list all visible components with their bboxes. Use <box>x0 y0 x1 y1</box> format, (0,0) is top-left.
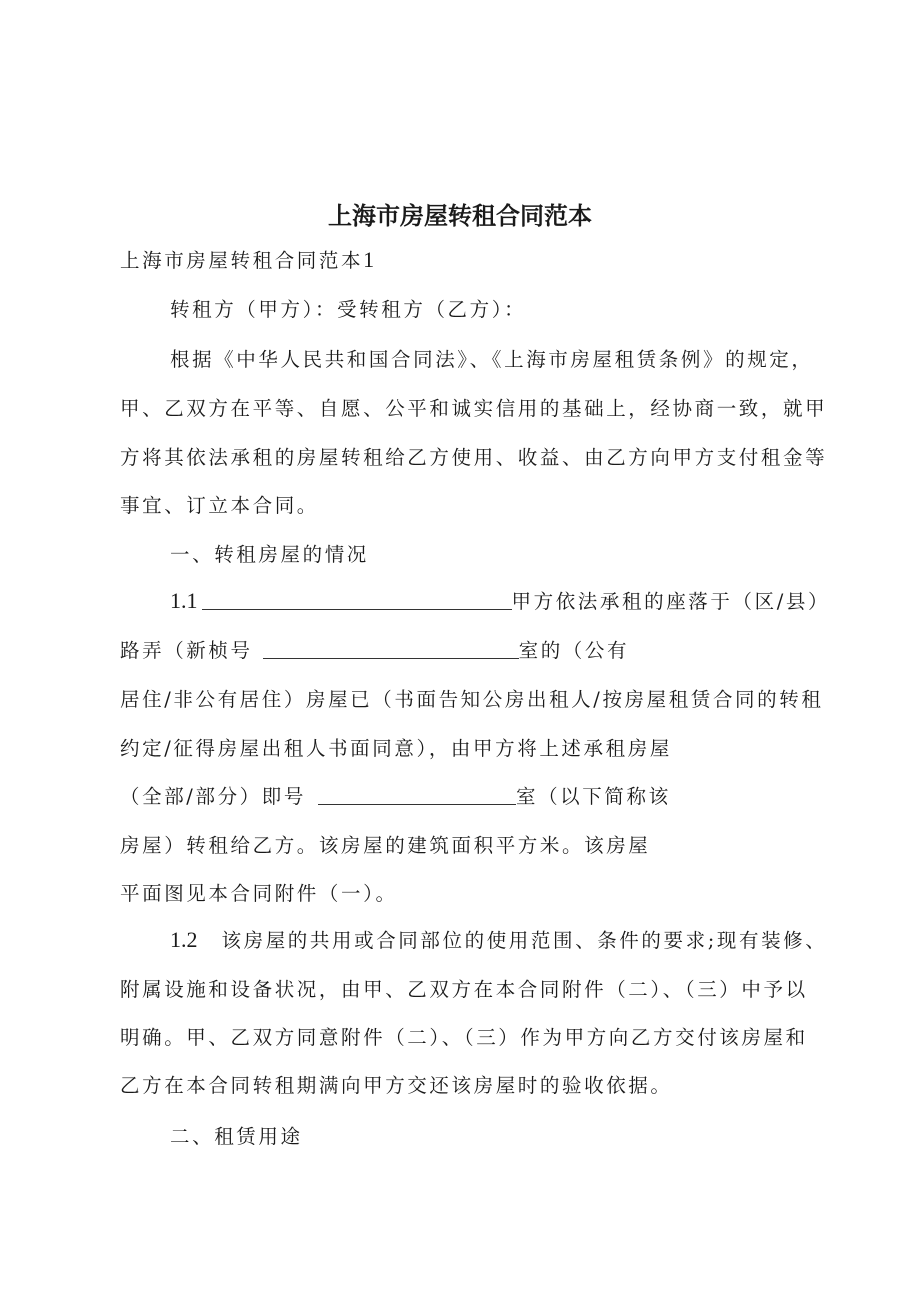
clause-1-2-number: 1.2 <box>170 927 198 952</box>
clause-1-2-line-3: 明确。甲、乙双方同意附件（二）、（三）作为甲方向乙方交付该房屋和 <box>120 1026 808 1049</box>
clause-1-1-number: 1.1 <box>170 588 198 613</box>
blank-field-1 <box>202 589 512 610</box>
intro-line-1: 根据《中华人民共和国合同法》、《上海市房屋租赁条例》的规定， <box>170 348 814 371</box>
clause-1-1-text-1: 甲方依法承租的座落于（区/县） <box>511 590 831 613</box>
clause-1-1-text-5a: （全部/部分）即号 <box>120 785 306 808</box>
clause-1-2-text-1: 该房屋的共用或合同部位的使用范围、条件的要求;现有装修、 <box>221 929 828 952</box>
clause-1-1-line-1 <box>170 587 830 616</box>
intro-line-2: 甲、乙双方在平等、自愿、公平和诚实信用的基础上，经协商一致，就甲 <box>120 397 828 420</box>
clause-1-1-line-6: 房屋）转租给乙方。该房屋的建筑面积平方米。该房屋 <box>120 834 651 857</box>
blank-field-2 <box>263 638 519 659</box>
clause-1-1-line-3: 居住/非公有居住）房屋已（书面告知公房出租人/按房屋租赁合同的转租 <box>120 688 824 711</box>
clause-1-1-line-2 <box>120 637 629 665</box>
clause-1-1-text-2a: 路弄（新桢号 <box>120 639 253 662</box>
section-1-heading: 一、转租房屋的情况 <box>170 543 369 566</box>
document-title: 上海市房屋转租合同范本 <box>328 202 592 230</box>
clause-1-1-line-7: 平面图见本合同附件（一）。 <box>120 882 398 905</box>
clause-1-2-line-4: 乙方在本合同转租期满向甲方交还该房屋时的验收依据。 <box>120 1074 673 1097</box>
clause-1-2-line-2: 附属设施和设备状况，由甲、乙双方在本合同附件（二）、（三）中予以 <box>120 978 808 1001</box>
intro-line-3: 方将其依法承租的房屋转租给乙方使用、收益、由乙方向甲方支付租金等 <box>120 446 828 469</box>
subtitle-text: 上海市房屋转租合同范本 <box>120 249 364 272</box>
clause-1-1-line-5 <box>120 783 671 811</box>
subtitle-number: 1 <box>363 247 375 272</box>
clause-1-1-line-4: 约定/征得房屋出租人书面同意），由甲方将上述承租房屋 <box>120 737 672 760</box>
clause-1-2-line-1 <box>170 926 827 955</box>
section-2-heading: 二、租赁用途 <box>170 1125 303 1148</box>
subtitle-line <box>120 246 374 275</box>
parties-line: 转租方（甲方）：受转租方（乙方）： <box>170 298 527 321</box>
clause-1-1-text-2b: 室的（公有 <box>518 639 630 662</box>
blank-field-3 <box>318 784 516 805</box>
intro-line-4: 事宜、订立本合同。 <box>120 494 319 517</box>
clause-1-1-text-5b: 室（以下简称该 <box>515 785 671 808</box>
